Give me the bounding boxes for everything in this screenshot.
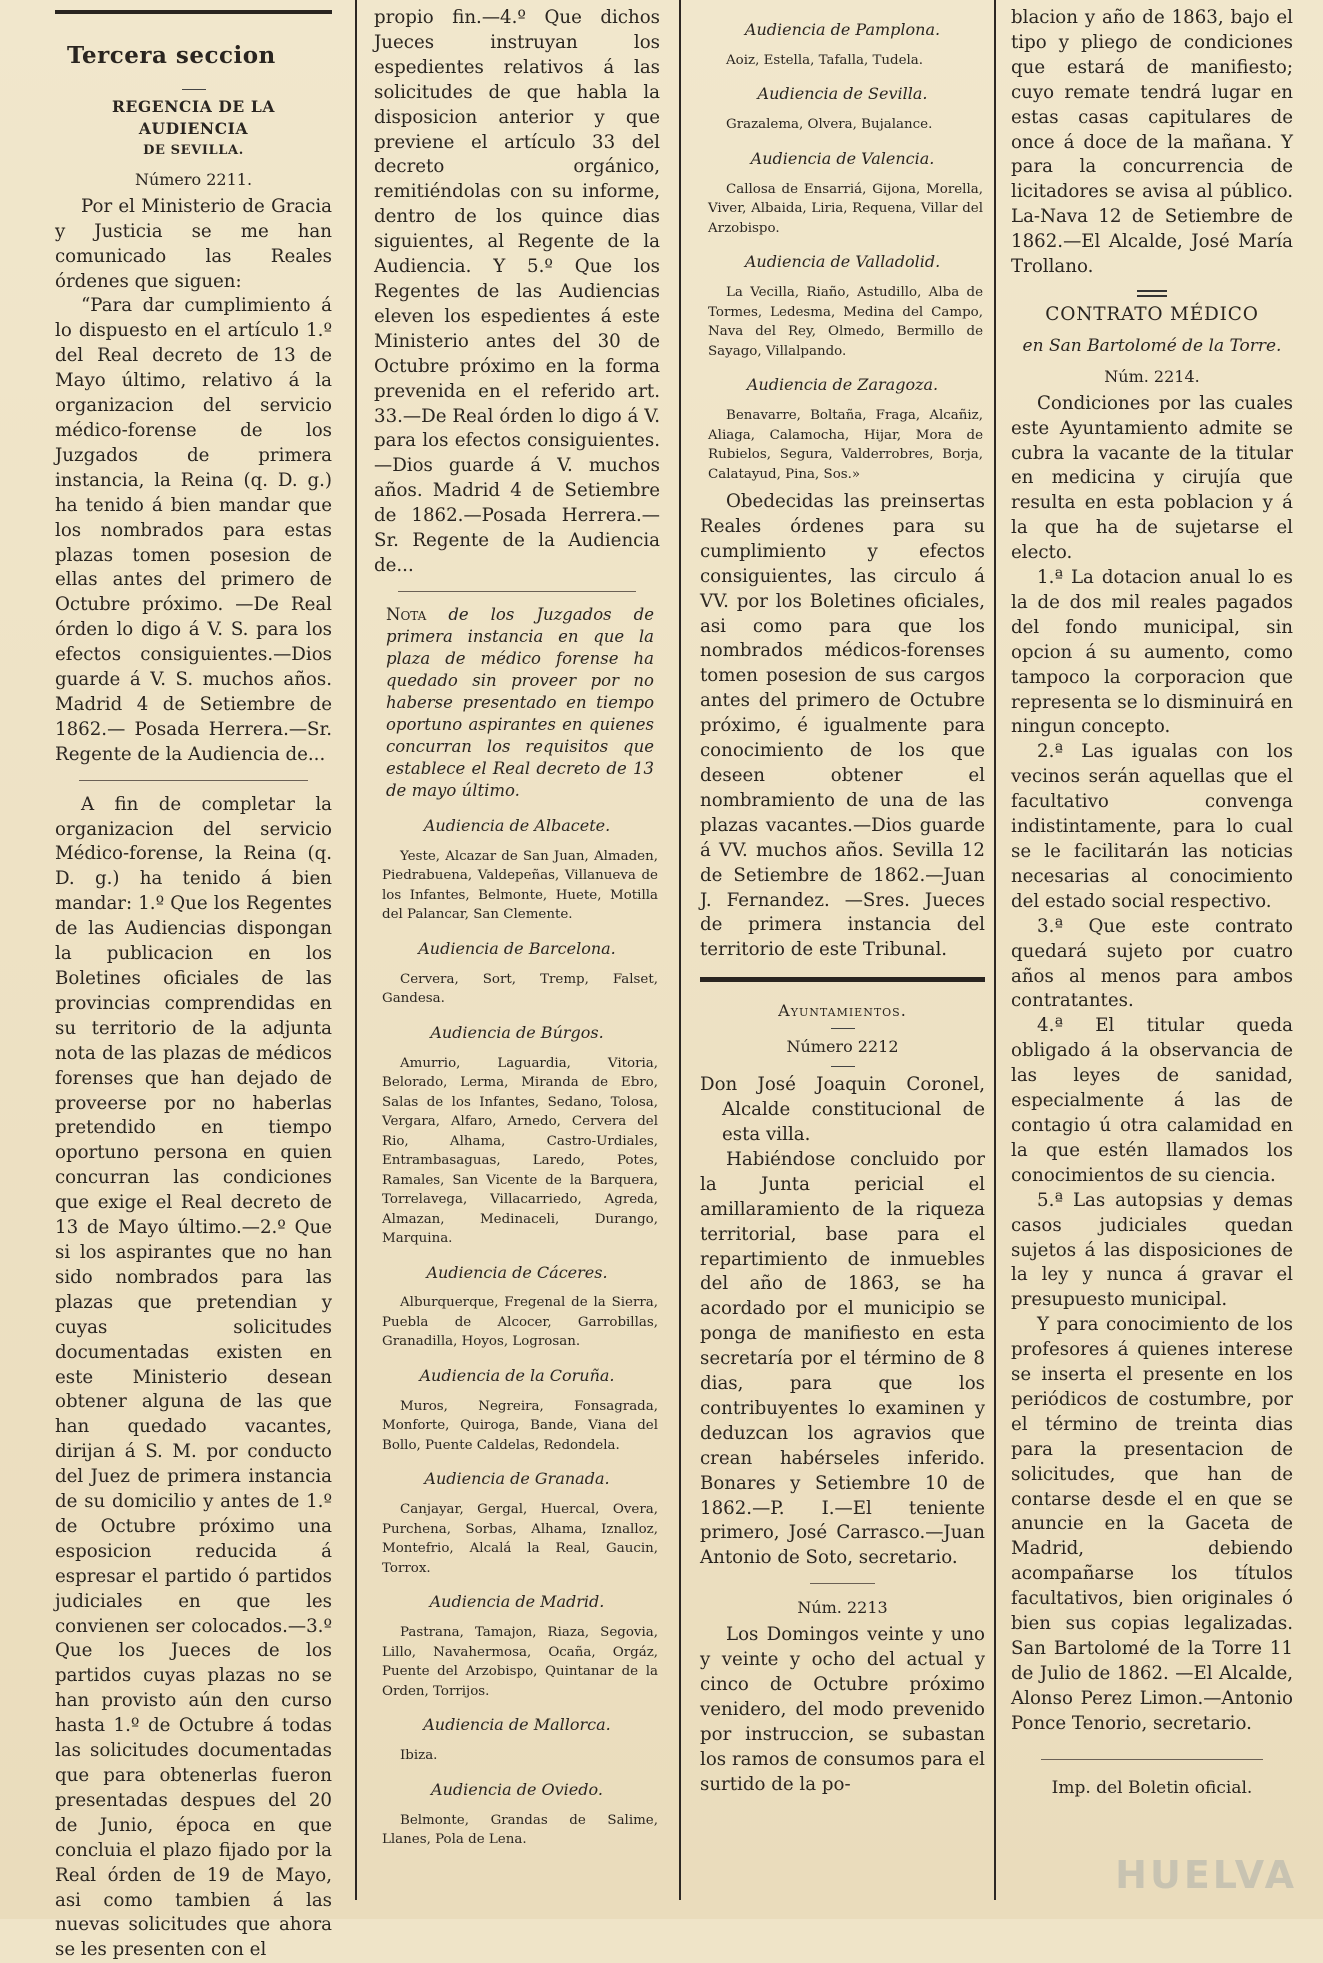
paragraph: Don José Joaquin Coronel, Alcalde constitucional de esta villa.: [700, 1074, 985, 1145]
column-3: [700, 6, 985, 1911]
column-4: [1011, 6, 1293, 1911]
top-rule: [55, 10, 332, 14]
audiencia-name: Audiencia de Madrid.: [429, 1592, 605, 1612]
notice-number: Número 2212: [786, 1037, 899, 1057]
column-rule: [355, 0, 357, 1900]
separator: [831, 1028, 855, 1029]
nota-block: [386, 604, 654, 802]
audiencia-name: Audiencia de Albacete.: [423, 815, 611, 835]
paragraph: propio fin.—4.º Que dichos Jueces instruyan los espedientes relativos á las solicitudes de que habla la disposicion anterior y que previene el artículo 33 del decreto orgánico, remitiéndolas con su informe, dentro de los quince dias siguientes, al Regente de la Audiencia. Y 5.º Que los Regentes de las Audiencias eleven los espedientes á este Ministerio antes del 30 de Octubre próximo en la forma prevenida en el referido art. 33.—De Real órden lo digo á V. para los efectos consiguientes.—Dios guarde á V. muchos años. Madrid 4 de Setiembre de 1862.—Posada Herrera.—Sr. Regente de la Audiencia de...: [374, 7, 660, 576]
paragraph: “Para dar cumplimiento á lo dispuesto en el artículo 1.º del Real decreto de 13 de Mayo último, relativo á la organizacion del servicio médico-forense de los Juzgados de primera instancia, la Reina (q. D. g.) ha tenido á bien mandar que los nombrados para estas plazas tomen posesion de ellas antes del primero de Octubre próximo. —De Real órden lo digo á V. S. para los efectos consiguientes.—Dios guarde á V. S. muchos años. Madrid 4 de Setiembre de 1862.— Posada Herrera.—Sr. Regente de la Audiencia de...: [55, 295, 332, 765]
audiencia-towns: Muros, Negreira, Fonsagrada, Monforte, Quiroga, Bande, Viana del Bollo, Puente Caldelas, Redondela.: [382, 1398, 658, 1453]
audiencia-list: [374, 814, 660, 1850]
notice-number: Núm. 2213: [797, 1598, 888, 1618]
audiencia-name: Audiencia de Búrgos.: [430, 1022, 604, 1042]
audiencia-name: Audiencia de Cáceres.: [426, 1262, 608, 1282]
audiencia-towns: Belmonte, Grandas de Salime, Llanes, Pola de Lena.: [382, 1812, 658, 1847]
notice-number: Número 2211.: [134, 169, 253, 189]
audiencia-towns: Cervera, Sort, Tremp, Falset, Gandesa.: [382, 971, 658, 1007]
notice-number: Núm. 2214.: [1104, 366, 1200, 386]
section-rule: [700, 977, 985, 982]
nota-text: de los Juzgados de primera instancia en que la plaza de médico forense ha quedado sin proveer por no haberse presentado en tiempo oportuno aspirantes en quienes concurran los requisitos que establece el Real decreto de 13 de mayo último.: [386, 604, 654, 800]
audiencia-towns: Yeste, Alcazar de San Juan, Almaden, Piedrabuena, Valdepeñas, Villanueva de los Infantes, Belmonte, Huete, Motilla del Palancar, San Clemente.: [382, 848, 658, 923]
audiencia-towns: Aoiz, Estella, Tafalla, Tudela.: [726, 52, 924, 68]
paragraph: 4.ª El titular queda obligado á la observancia de las leyes de sanidad, especialmente á las de contagio ú otra calamidad en la que estén llamados los conocimientos de su ciencia.: [1011, 1015, 1293, 1186]
nota-label: Nota: [386, 604, 427, 624]
regencia-heading: REGENCIA DE LA AUDIENCIA: [112, 96, 275, 138]
audiencia-towns: Benavarre, Boltaña, Fraga, Alcañiz, Aliaga, Calamocha, Hijar, Mora de Rubielos, Segura, Valderrobres, Borja, Calatayud, Pina, Sos.»: [708, 408, 983, 482]
paragraph: Y para conocimiento de los profesores á quienes interese se inserta el presente en los periódicos de costumbre, por el término de treinta dias para la presentacion de solicitudes, que han de contarse desde el en que se anuncie en la Gaceta de Madrid, debiendo acompañarse los títulos facultativos, bien originales ó bien sus copias legalizadas. San Bartolomé de la Torre 11 de Julio de 1862. —El Alcalde, Alonso Perez Limon.—Antonio Ponce Tenorio, secretario.: [1011, 1314, 1293, 1734]
audiencia-list: [700, 18, 985, 484]
audiencia-towns: Canjayar, Gergal, Huercal, Overa, Purchena, Sorbas, Alhama, Iznalloz, Montefrio, Alcalá la Real, Gaucin, Torrox.: [382, 1502, 658, 1576]
audiencia-name: Audiencia de la Coruña.: [419, 1365, 615, 1385]
audiencia-name: Audiencia de Granada.: [424, 1469, 610, 1489]
audiencia-name: Audiencia de Valencia.: [750, 148, 935, 168]
paragraph: 1.ª La dotacion anual lo es la de dos mil reales pagados del fondo municipal, sin opcion á su aumento, como tampoco la corporacion que representa se lo disminuirá en ningun concepto.: [1011, 567, 1293, 738]
ayuntamientos-heading: Ayuntamientos.: [778, 1001, 907, 1021]
audiencia-towns: Pastrana, Tamajon, Riaza, Segovia, Lillo, Navahermosa, Ocaña, Orgáz, Puente del Arzobispo, Quintanar de la Orden, Torrijos.: [382, 1625, 658, 1699]
imprint: Imp. del Boletin oficial.: [1051, 1777, 1253, 1798]
paragraph: Los Domingos veinte y uno y veinte y ocho del actual y cinco de Octubre próximo venidero, del modo prevenido por instruccion, se subastan los ramos de consumos para el surtido de la po-: [700, 1624, 985, 1795]
separator: [182, 89, 206, 90]
audiencia-name: Audiencia de Barcelona.: [418, 938, 616, 958]
section-title: Tercera seccion: [67, 42, 276, 69]
audiencia-towns: Alburquerque, Fregenal de la Sierra, Puebla de Alcocer, Garrobillas, Granadilla, Hoyos, Logrosan.: [382, 1295, 658, 1350]
separator: [1041, 1759, 1263, 1760]
contrato-subheading: en San Bartolomé de la Torre.: [1022, 335, 1282, 356]
audiencia-towns: Grazalema, Olvera, Bujalance.: [726, 117, 933, 133]
paragraph: Obedecidas las preinsertas Reales órdenes para su cumplimiento y efectos consiguientes, las circulo á VV. por los Boletines oficiales, asi como para que los nombrados médicos-forenses tomen posesion de sus cargos antes del primero de Octubre próximo, é igualmente para conocimiento de los que deseen obtener el nombramiento de una de las plazas vacantes.—Dios guarde á VV. muchos años. Sevilla 12 de Setiembre de 1862.—Juan J. Fernandez. —Sres. Jueces de primera instancia del territorio de este Tribunal.: [700, 491, 985, 961]
paragraph: 3.ª Que este contrato quedará sujeto por cuatro años al menos para ambos contratantes.: [1011, 915, 1293, 1012]
double-separator: [1137, 290, 1167, 297]
contrato-heading: CONTRATO MÉDICO: [1045, 303, 1259, 325]
audiencia-name: Audiencia de Oviedo.: [431, 1779, 603, 1799]
audiencia-name: Audiencia de Mallorca.: [423, 1715, 611, 1735]
audiencia-name: Audiencia de Pamplona.: [744, 20, 941, 39]
audiencia-towns: La Vecilla, Riaño, Astudillo, Alba de Tormes, Ledesma, Medina del Campo, Nava del Rey, Olmedo, Bermillo de Sayago, Villalpando.: [708, 285, 983, 359]
paragraph: 5.ª Las autopsias y demas casos judiciales quedan sujetos á las disposiciones de la ley y nunca á gravar el presupuesto municipal.: [1011, 1189, 1293, 1311]
column-rule: [679, 0, 681, 1900]
column-1: [55, 6, 332, 1961]
paragraph: Por el Ministerio de Gracia y Justicia se me han comunicado las Reales órdenes que siguen:: [55, 195, 332, 292]
audiencia-name: Audiencia de Zaragoza.: [746, 375, 939, 395]
separator: [810, 1583, 875, 1584]
paragraph: 2.ª Las igualas con los vecinos serán aquellas que el facultativo convenga indistintamente, para lo cual se le facilitarán las noticias necesarias al conocimiento del estado social respectivo.: [1011, 741, 1293, 912]
audiencia-towns: Amurrio, Laguardia, Vitoria, Belorado, Lerma, Miranda de Ebro, Salas de los Infantes, Sedano, Tolosa, Vergara, Alfaro, Arnedo, Cervera del Rio, Alhama, Castro-Urdiales, Entrambasaguas, Laredo, Potes, Ramales, San Vicente de la Barquera, Torrelavega, Villacarriedo, Agreda, Almazan, Medinaceli, Durango, Marquina.: [382, 1055, 658, 1247]
separator: [79, 780, 308, 781]
separator: [398, 591, 636, 592]
audiencia-towns: Callosa de Ensarriá, Gijona, Morella, Viver, Albaida, Liria, Requena, Villar del Arzobispo.: [708, 181, 983, 236]
paragraph: A fin de completar la organizacion del servicio Médico-forense, la Reina (q. D. g.) ha tenido á bien mandar: 1.º Que los Regentes de las Audiencias dispongan la publicacion en los Boletines oficiales de las provincias comprendidas en su territorio de la adjunta nota de las plazas de médicos forenses que han dejado de proveerse por no haberlas pretendido en tiempo oportuno persona en quien concurran las condiciones que exige el Real decreto de 13 de Mayo último.—2.º Que si los aspirantes que no han sido nombrados para las plazas que pretendian y cuyas solicitudes documentadas existen en este Ministerio desean obtener alguna de las que han quedado vacantes, dirijan á S. M. por conducto del Juez de primera instancia de su domicilio y antes de 1.º de Octubre próximo una esposicion reducida á espresar el partido ó partidos judiciales en que les convienen ser colocados.—3.º Que los Jueces de los partidos cuyas plazas no se han provisto aún den curso hasta 1.º de Octubre á todas las solicitudes documentadas que para obtenerlas fueron presentadas despues del 20 de Junio, época en que concluia el plazo fijado por la Real órden de 19 de Mayo, asi como tambien á las nuevas solicitudes que ahora se les presenten con el: [55, 793, 332, 1961]
paragraph: Habiéndose concluido por la Junta pericial el amillaramiento de la riqueza territorial, base para el repartimiento de inmuebles del año de 1863, se ha acordado por el municipio se ponga de manifiesto en esta secretaría por el término de 8 dias, para que los contribuyentes lo examinen y deduzcan los agravios que crean habérseles inferido. Bonares y Setiembre 10 de 1862.—P. I.—El teniente primero, José Carrasco.—Juan Antonio de Soto, secretario.: [700, 1148, 985, 1569]
regencia-subheading: DE SEVILLA.: [143, 142, 244, 158]
paragraph: blacion y año de 1863, bajo el tipo y pliego de condiciones que estará de manifiesto; cuyo remate tendrá lugar en estas casas capitulares de once á doce de la mañana. Y para la concurrencia de licitadores se avisa al público. La-Nava 12 de Setiembre de 1862.—El Alcalde, José María Trollano.: [1011, 7, 1293, 278]
column-2: [374, 6, 660, 1911]
paragraph: Condiciones por las cuales este Ayuntamiento admite se cubra la vacante de la titular en medicina y cirujía que resulta en esta poblacion y á la que ha de sujetarse el electo.: [1011, 392, 1293, 564]
contrato-conditions: [1011, 392, 1293, 1737]
audiencia-name: Audiencia de Sevilla.: [757, 84, 928, 104]
watermark: HUELVA: [1115, 1853, 1297, 1897]
audiencia-name: Audiencia de Valladolid.: [744, 252, 941, 272]
separator: [831, 1066, 855, 1067]
column-rule: [994, 0, 996, 1900]
audiencia-towns: Ibiza.: [400, 1748, 438, 1764]
